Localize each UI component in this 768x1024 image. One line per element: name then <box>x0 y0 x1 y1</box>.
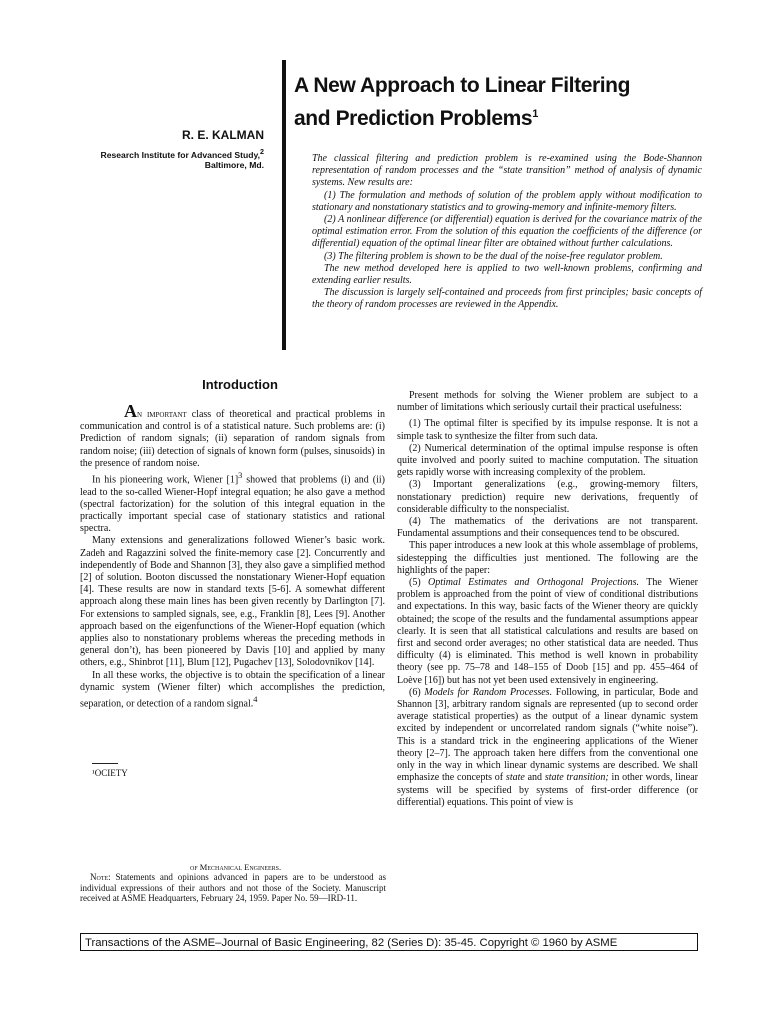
right-paragraph-4: (3) Important generalizations (e.g., growing-memory filters, nonstationary prediction) require new derivations, frequently of considerable difficulty to the nonspecialist. <box>397 479 698 515</box>
footnote-society: of Mechanical Engineers. <box>190 862 282 872</box>
footnote-rule <box>92 763 118 764</box>
right-paragraph-6: This paper introduces a new look at this whole assemblage of problems, sidestepping the difficulties just mentioned. The following are the highlights of the paper: <box>397 540 698 576</box>
right-paragraph-3: (2) Numerical determination of the optimal impulse response is often quite involved and poorly suited to machine computation. The situation gets rapidly worse with increasing complexity of the problem. <box>397 442 698 479</box>
title-rule <box>282 60 286 350</box>
emphasis: state transition; <box>544 772 609 784</box>
author-name: R. E. KALMAN <box>182 128 264 142</box>
abstract-paragraph: The new method developed here is applied to two well-known problems, confirming and extending earlier results. <box>312 262 702 287</box>
abstract-paragraph: (3) The filtering problem is shown to be the dual of the noise-free regulator problem. <box>324 250 663 262</box>
abstract-paragraph: (2) A nonlinear difference (or differential) equation is derived for the covariance matrix of the optimal estimation error. From the solution of this equation the coefficients of the difference (or differential) equation of the optimal linear filter are obtained without further calculations. <box>312 214 702 250</box>
publication-note <box>80 872 386 904</box>
right-column <box>397 390 698 809</box>
citation-footer: Transactions of the ASME–Journal of Basic Engineering, 82 (Series D): 35-45. Copyright © 1960 by ASME <box>80 933 698 951</box>
drop-cap: A <box>124 401 137 421</box>
abstract <box>312 153 702 312</box>
right-paragraph-7 <box>397 577 698 687</box>
intro-paragraph-1 <box>80 401 385 470</box>
note-paragraph <box>80 872 386 904</box>
right-paragraph-1: Present methods for solving the Wiener problem are subject to a number of limitations which seriously curtail their practical usefulness: <box>397 390 698 414</box>
paragraph-text: (6) <box>409 686 425 698</box>
right-paragraph-5: (4) The mathematics of the derivations are not transparent. Fundamental assumptions and their consequences tend to be obscured. <box>397 516 698 540</box>
note-label: Note <box>90 872 109 882</box>
abstract-paragraph: (1) The formulation and methods of solution of the problem apply without modification to stationary and nonstationary statistics and to growing-memory and infinite-memory filters. <box>312 189 702 213</box>
emphasis: Optimal Estimates and Orthogonal Projections. <box>428 577 640 589</box>
intro-paragraph-3: Many extensions and generalizations followed Wiener’s basic work. Zadeh and Ragazzini solved the finite-memory case [2]. Concurrently and independently of Bode and Shannon [3], they also gave a simplified method [2] of solution. Booton discussed the nonstationary Wiener-Hopf equation [4]. These results are now in standard texts [5-6]. A somewhat different approach along these main lines has been given recently by Darlington [7]. For extensions to sampled signals, see, e.g., Franklin [8], Lees [9]. Another approach based on the eigenfunctions of the Wiener-Hopf equation (which applies also to nonstationary problems whereas the preceding methods in general don’t), has been pioneered by Davis [10] and applied by many others, e.g., Shinbrot [11], Blum [12], Pugachev [13], Solodovnikov [14]. <box>80 535 385 669</box>
emphasis: state <box>505 772 525 784</box>
title-line1: A New Approach to Linear Filtering <box>294 74 631 97</box>
paper-title <box>294 72 734 133</box>
paragraph-text: and <box>524 772 545 784</box>
affiliation-footnote-mark: 2 <box>260 148 264 156</box>
paragraph-text: (5) <box>409 577 429 589</box>
affiliation-line2: Baltimore, Md. <box>204 160 264 171</box>
paragraph-text: Following, in particular, Bode and Shannon [3], arbitrary random signals are represented (up to second order average statistical properties) as the output of a linear dynamic system excited by independent or uncorrelated random signals (“white noise”). This is a standard trick in the engineering applications of the Wiener theory [2–7]. The approach taken here differs from the conventional one only in the way in which linear dynamic systems are described. We shall emphasize the concepts of <box>397 686 698 784</box>
paragraph-text: class of theoretical and practical problems in communication and control is of a statistical nature. Such problems are: (i) Prediction of random signals; (ii) separation of random signals from random noise; (iii) detection of signals of known form (pulses, sinusoids) in the presence of random noise. <box>80 409 385 469</box>
affiliation-line1: Research Institute for Advanced Study, <box>100 149 261 160</box>
note-text: : Statements and opinions advanced in papers are to be understood as individual expressions of their authors and not those of the Society. Manuscript received at ASME Headquarters, February 24, 1959. Paper No. 59—IRD-11. <box>80 872 386 904</box>
paragraph-text: showed that problems (i) and (ii) lead to the so-called Wiener-Hopf integral equation; he also gave a method (spectral factorization) for the solution of this integral equation in the practically important special case of stationary statistics and rational spectra. <box>80 474 385 535</box>
right-paragraph-2: (1) The optimal filter is specified by its impulse response. It is not a simple task to synthesize the filter from such data. <box>397 418 698 442</box>
title-footnote-mark: 1 <box>532 108 538 120</box>
emphasis: Models for Random Processes. <box>424 686 553 698</box>
paragraph-text: The Wiener problem is approached from the point of view of conditional distributions and expectations. In this way, basic facts of the Wiener theory are quickly obtained; the scope of the results and the fundamental assumptions appear clearly. It is seen that all statistical calculations and results are based on first and second order averages; no other statistical data are needed. Thus difficulty (4) is eliminated. This method is well known in probability theory (see pp. 75–78 and 148–155 of Doob [15] and pp. 455–464 of Loève [16]) but has not yet been used extensively in engineering. <box>397 577 698 686</box>
footnote-1: ¹OCIETY <box>92 768 128 778</box>
paragraph-text: in other words, linear systems will be specified by systems of first-order difference (or differential) equations. This point of view is <box>397 772 698 808</box>
paragraph-text: In all these works, the objective is to obtain the specification of a linear dynamic system (Wiener filter) which accomplishes the prediction, separation, or detection of a random signal. <box>80 669 385 710</box>
section-heading-introduction: Introduction <box>202 377 278 392</box>
intro-paragraph-2 <box>80 470 385 535</box>
small-caps-lead: n important <box>137 409 187 420</box>
title-line2: and Prediction Problems <box>294 107 533 130</box>
footnote-mark: 4 <box>253 695 258 704</box>
intro-paragraph-4 <box>80 670 385 711</box>
abstract-paragraph: The classical filtering and prediction problem is re-examined using the Bode-Shannon representation of random processes and the “state transition” method of analysis of dynamic systems. New results are: <box>312 153 702 189</box>
left-column <box>80 401 385 711</box>
abstract-paragraph: The discussion is largely self-contained and proceeds from first principles; basic concepts of the theory of random processes are reviewed in the Appendix. <box>312 287 702 311</box>
right-paragraph-8 <box>397 687 698 809</box>
paragraph-text: In his pioneering work, Wiener [1] <box>92 474 239 486</box>
author-affiliation <box>80 147 264 171</box>
footnote-mark: 3 <box>238 471 243 481</box>
